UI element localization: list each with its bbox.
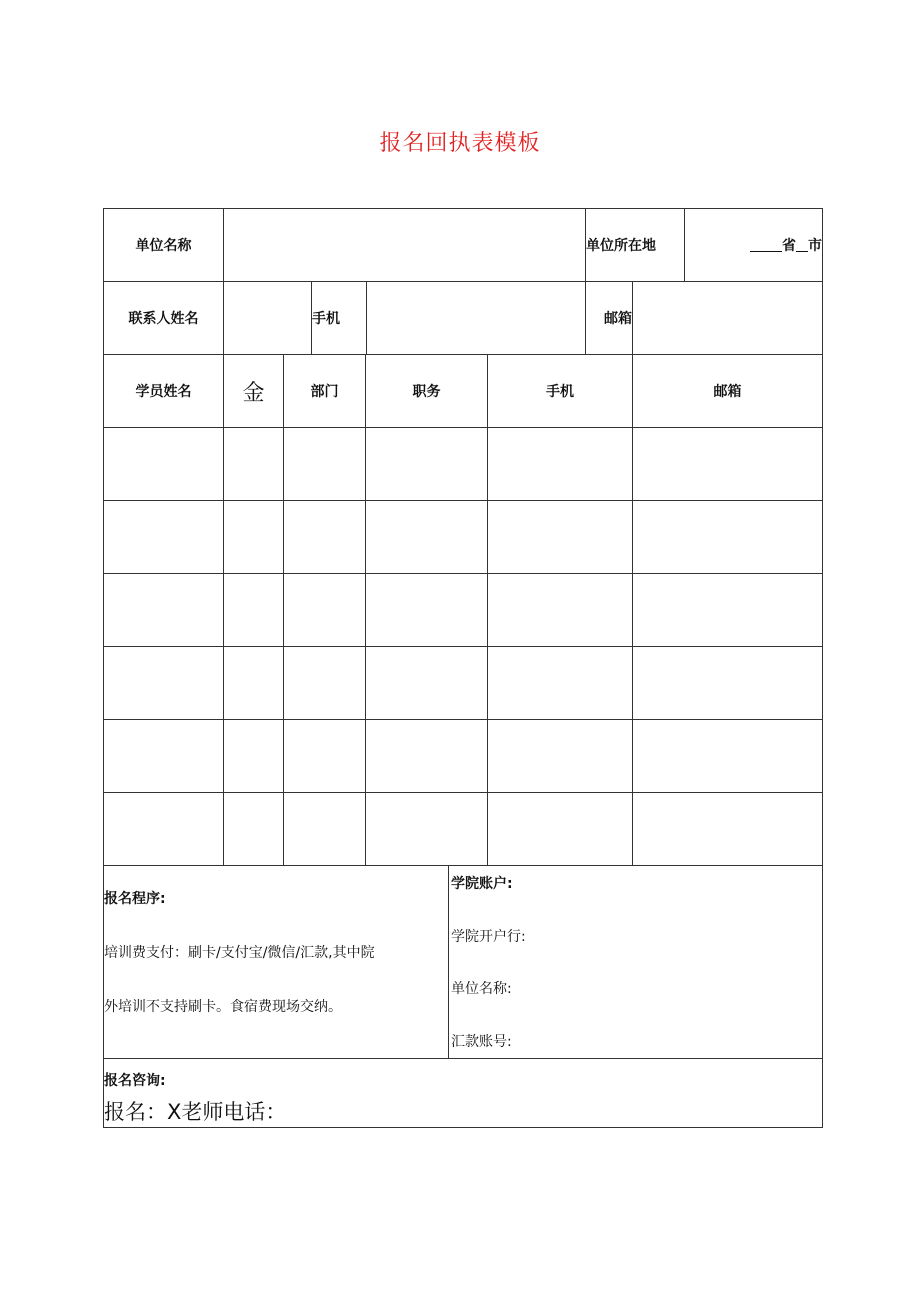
procedure-line-1: 培训费支付：刷卡/支付宝/微信/汇款,其中院 [104, 945, 375, 961]
student-phone-cell[interactable] [488, 574, 632, 646]
student-name-cell[interactable] [104, 501, 223, 573]
student-name-cell[interactable] [104, 574, 223, 646]
contact-name-label: 联系人姓名 [128, 311, 199, 327]
student-position-cell[interactable] [366, 574, 487, 646]
consult-title: 报名咨询: [104, 1073, 166, 1089]
student-position-cell[interactable] [366, 501, 487, 573]
contact-name-field[interactable] [224, 282, 311, 354]
unit-location-label: 单位所在地 [586, 238, 656, 254]
account-bank-label: 学院开户行: [451, 929, 526, 945]
student-name-cell[interactable] [104, 647, 223, 719]
unit-name-field[interactable] [224, 209, 585, 281]
student-name-cell[interactable] [104, 720, 223, 792]
account-title: 学院账户: [451, 876, 513, 892]
city-text: 市 [808, 238, 822, 254]
student-email-cell[interactable] [633, 793, 822, 865]
student-name-cell[interactable] [104, 793, 223, 865]
header-gender: 金 [242, 380, 265, 406]
student-department-cell[interactable] [284, 647, 365, 719]
procedure-title: 报名程序: [104, 891, 166, 907]
student-position-cell[interactable] [366, 428, 487, 500]
location-field[interactable] [685, 209, 822, 281]
student-email-cell[interactable] [633, 574, 822, 646]
student-gender-cell[interactable] [224, 428, 283, 500]
student-phone-cell[interactable] [488, 501, 632, 573]
contact-phone-label: 手机 [312, 311, 340, 327]
header-student-name: 学员姓名 [135, 384, 192, 400]
consult-line: 报名：X老师电话： [104, 1100, 287, 1124]
student-phone-cell[interactable] [488, 647, 632, 719]
student-position-cell[interactable] [366, 720, 487, 792]
student-gender-cell[interactable] [224, 793, 283, 865]
student-name-cell[interactable] [104, 428, 223, 500]
student-department-cell[interactable] [284, 501, 365, 573]
student-phone-cell[interactable] [488, 793, 632, 865]
student-email-cell[interactable] [633, 501, 822, 573]
student-gender-cell[interactable] [224, 720, 283, 792]
contact-email-label: 邮箱 [604, 311, 632, 327]
contact-phone-field[interactable] [367, 282, 585, 354]
student-phone-cell[interactable] [488, 428, 632, 500]
unit-name-label: 单位名称 [135, 238, 192, 254]
account-name-label: 单位名称: [451, 981, 512, 997]
student-department-cell[interactable] [284, 720, 365, 792]
student-gender-cell[interactable] [224, 574, 283, 646]
student-department-cell[interactable] [284, 793, 365, 865]
student-position-cell[interactable] [366, 793, 487, 865]
header-department: 部门 [310, 384, 339, 400]
contact-email-field[interactable] [633, 282, 822, 354]
header-phone: 手机 [546, 384, 574, 400]
province-blank [750, 239, 782, 252]
student-phone-cell[interactable] [488, 720, 632, 792]
student-department-cell[interactable] [284, 574, 365, 646]
student-email-cell[interactable] [633, 647, 822, 719]
city-blank [796, 239, 808, 252]
student-department-cell[interactable] [284, 428, 365, 500]
procedure-line-2: 外培训不支持刷卡。食宿费现场交纳。 [104, 999, 342, 1015]
account-number-label: 汇款账号: [451, 1034, 512, 1050]
header-email: 邮箱 [713, 384, 742, 400]
header-position: 职务 [412, 384, 441, 400]
student-email-cell[interactable] [633, 720, 822, 792]
form-title: 报名回执表模板 [379, 131, 541, 156]
province-text: 省 [782, 238, 796, 254]
student-gender-cell[interactable] [224, 647, 283, 719]
student-email-cell[interactable] [633, 428, 822, 500]
student-gender-cell[interactable] [224, 501, 283, 573]
student-position-cell[interactable] [366, 647, 487, 719]
